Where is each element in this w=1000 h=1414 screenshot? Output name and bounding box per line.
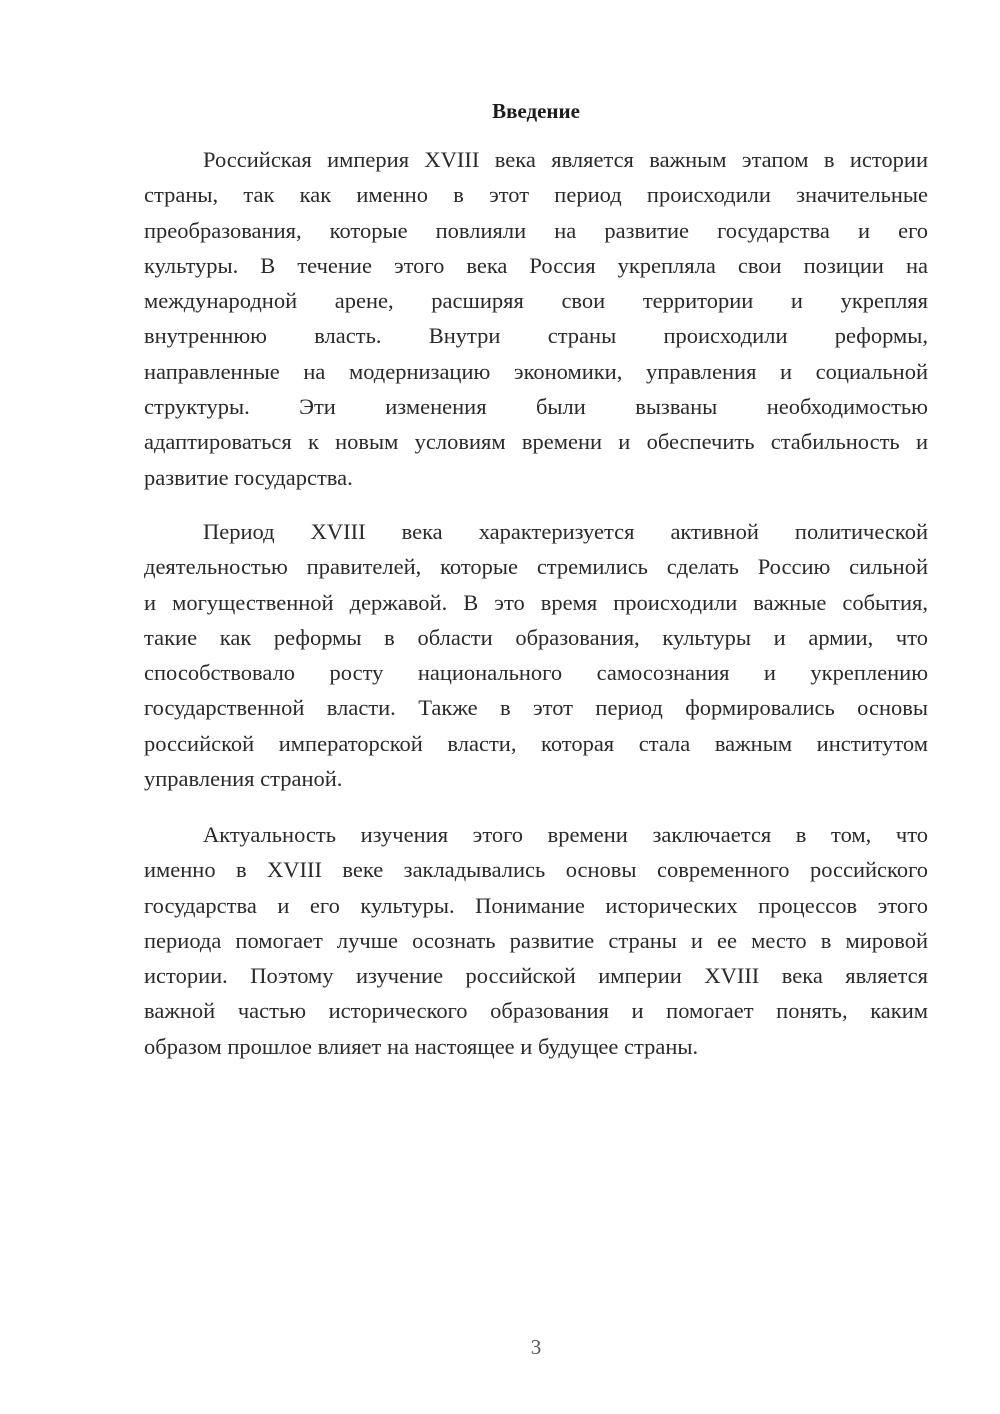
paragraph-line: страны, так как именно в этот период происходили значительные [144, 182, 928, 208]
paragraph-line: структуры. Эти изменения были вызваны необходимостью [144, 394, 928, 420]
paragraph-line: деятельностью правителей, которые стремились сделать Россию сильной [144, 554, 928, 580]
paragraph-line: преобразования, которые повлияли на развитие государства и его [144, 217, 928, 243]
paragraph-line: периода помогает лучше осознать развитие страны и ее место в мировой [144, 927, 928, 953]
paragraph-line: и могущественной державой. В это время происходили важные события, [144, 589, 928, 615]
paragraph-line: культуры. В течение этого века Россия укрепляла свои позиции на [144, 252, 928, 278]
paragraph-3 [144, 817, 928, 1064]
paragraph-line: государства и его культуры. Понимание исторических процессов этого [144, 892, 928, 918]
paragraph-line: истории. Поэтому изучение российской империи XVIII века является [144, 963, 928, 989]
paragraph-line: внутреннюю власть. Внутри страны происходили реформы, [144, 323, 928, 349]
paragraph-line: адаптироваться к новым условиям времени и обеспечить стабильность и [144, 429, 928, 455]
paragraph-line: управления страной. [144, 766, 343, 792]
paragraph-line: способствовало росту национального самосознания и укреплению [144, 660, 928, 686]
paragraph-line: такие как реформы в области образования, культуры и армии, что [144, 624, 928, 650]
paragraph-1 [144, 142, 928, 495]
page-title: Введение [492, 99, 580, 123]
paragraph-line: образом прошлое влияет на настоящее и будущее страны. [144, 1033, 699, 1059]
paragraph-line: Российская империя XVIII века является важным этапом в истории [203, 147, 928, 172]
paragraph-line: международной арене, расширяя свои территории и укрепляя [144, 288, 928, 314]
paragraph-line: Актуальность изучения этого времени заключается в том, что [203, 822, 928, 847]
paragraph-line: государственной власти. Также в этот период формировались основы [144, 695, 928, 721]
page-number: 3 [530, 1335, 542, 1359]
paragraph-line: развитие государства. [144, 464, 353, 490]
paragraph-line: направленные на модернизацию экономики, управления и социальной [144, 358, 928, 384]
paragraph-line: Период XVIII века характеризуется активной политической [203, 519, 928, 544]
paragraph-2 [144, 514, 928, 796]
paragraph-line: именно в XVIII веке закладывались основы современного российского [144, 857, 928, 883]
paragraph-line: российской императорской власти, которая стала важным институтом [144, 730, 928, 756]
paragraph-line: важной частью исторического образования и помогает понять, каким [144, 998, 928, 1024]
